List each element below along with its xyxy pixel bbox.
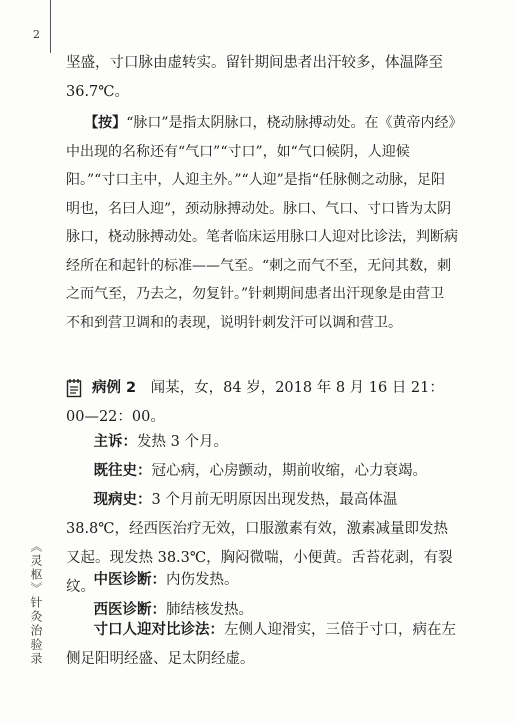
western-diagnosis-value: 肺结核发热。 <box>166 602 254 618</box>
annotation-paragraph <box>66 109 458 337</box>
present-history-label: 现病史： <box>93 492 152 508</box>
page-number: 2 <box>33 28 40 41</box>
chief-complaint-value: 发热 3 个月。 <box>137 434 228 450</box>
annotation-text: “脉口”是指太阴脉口，桡动脉搏动处。在《黄帝内经》中出现的名称还有“气口”“寸口”，如“气口候阴，人迎候阳。”“寸口主中，人迎主外。”“人迎”是指“任脉侧之动脉，足阳明也，名曰人迎”，颈动脉搏动处。脉口、气口、寸口皆为太阴脉口，桡动脉搏动处。笔者临床运用脉口人迎对比诊法，判断病经所在和起针的标准——气至。“刺之而气不至，无问其数，刺之而气至，乃去之，勿复针。”针刺期间患者出汗现象是由营卫不和到营卫调和的表现，说明针刺发汗可以调和营卫。 <box>66 115 458 331</box>
paragraph-continued: 坚盛，寸口脉由虚转实。留针期间患者出汗较多，体温降至36.7℃。 <box>66 55 443 100</box>
pulse-comparison <box>66 616 458 674</box>
tcm-diagnosis-label: 中医诊断： <box>93 572 167 588</box>
pulse-comparison-label: 寸口人迎对比诊法： <box>93 622 225 638</box>
tcm-diagnosis <box>66 566 458 595</box>
chief-complaint-label: 主诉： <box>93 434 138 450</box>
case-intro: 闻某，女，84 岁，2018 年 8 月 16 日 21：00—22：00。 <box>66 380 444 425</box>
running-side-title: 《灵枢》针灸治验录 <box>29 540 43 666</box>
case-heading <box>66 374 458 432</box>
western-diagnosis-label: 西医诊断： <box>93 602 167 618</box>
margin-rule <box>50 0 51 53</box>
chief-complaint <box>66 428 458 457</box>
case-title: 病例 2 <box>92 380 137 396</box>
past-history-label: 既往史： <box>93 463 152 479</box>
tcm-diagnosis-value: 内伤发热。 <box>166 572 239 588</box>
present-history-value: 3 个月前无明原因出现发热，最高体温 38.8℃，经西医治疗无效，口服激素有效，激素减量即发热又起。现发热 38.3℃，胸闷微喘，小便黄。舌苔花剥，有裂纹。 <box>66 492 453 595</box>
annotation-tag: 【按】 <box>84 115 127 131</box>
past-history <box>66 457 458 486</box>
past-history-value: 冠心病，心房颤动，期前收缩，心力衰竭。 <box>151 463 428 479</box>
pulse-comparison-value: 左侧人迎滑实，三倍于寸口，病在左侧足阳明经盛、足太阴经虚。 <box>66 622 457 667</box>
